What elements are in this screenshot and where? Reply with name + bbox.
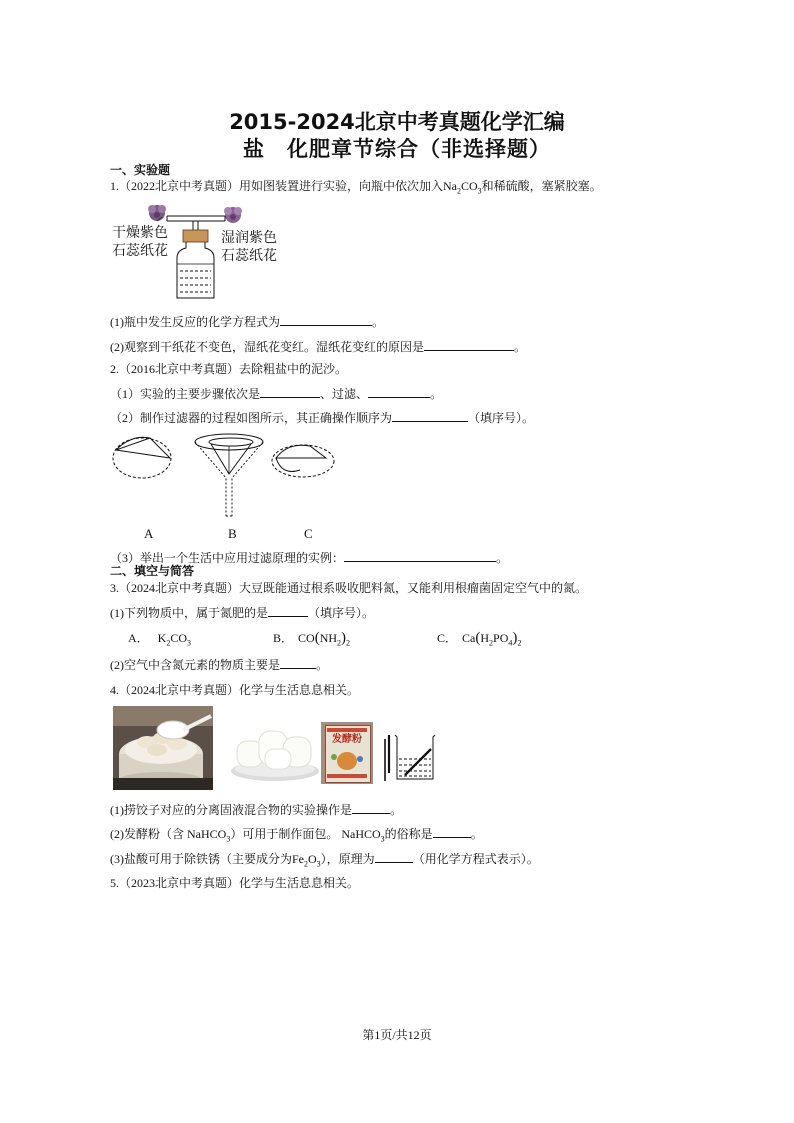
- q3-stem: 3.（2024北京中考真题）大豆既能通过根系吸收肥料氮，又能利用根瘤菌固定空气中的氮。: [110, 581, 588, 595]
- section-heading-fill-in: 二、填空与简答: [110, 564, 195, 578]
- answer-blank[interactable]: [268, 604, 308, 617]
- answer-blank[interactable]: [352, 801, 390, 814]
- q4-sub3: (3)盐酸可用于除铁锈（主要成分为$Fe_2O_3$），原理为 （用化学方程式表示）。: [110, 852, 539, 869]
- q4-sub2: (2)发酵粉（含 NaHCO$_3$）可用于制作面包。 NaHCO$_3$的俗称是 。: [110, 827, 483, 844]
- answer-blank[interactable]: [375, 850, 413, 863]
- filter-paper-figure-c: [270, 440, 336, 482]
- q3-sub1: (1)下列物质中，属于氮肥的是 （填序号）。: [110, 606, 375, 620]
- title-line-1: 2015-2024北京中考真题化学汇编: [229, 110, 565, 134]
- section-heading-experiments: 一、实验题: [110, 163, 171, 177]
- q2-sub2: （2）制作过滤器的过程如图所示，其正确操作顺序为 （填序号）。: [110, 411, 535, 425]
- figure-label-b: B: [228, 526, 237, 541]
- label-dry-flower-line2: 石蕊纸花: [112, 243, 168, 259]
- wet-flower-icon: [224, 207, 242, 223]
- answer-blank[interactable]: [344, 549, 496, 562]
- dumplings-pot-photo: [113, 706, 213, 790]
- q4-sub1: (1)捞饺子对应的分离固液混合物的实验操作是 。: [110, 803, 403, 817]
- q5-stem: 5.（2023北京中考真题）化学与生活息息相关。: [110, 876, 360, 890]
- baking-powder-package-photo: 发酵粉: [321, 722, 373, 784]
- answer-blank[interactable]: [368, 385, 430, 398]
- page-number: 第1页/共12页: [362, 1028, 432, 1042]
- answer-blank[interactable]: [280, 313, 372, 326]
- dry-flower-icon: [148, 205, 166, 221]
- filter-funnel-figure-b: [193, 432, 265, 522]
- label-wet-flower-line1: 湿润紫色: [221, 230, 277, 246]
- q4-stem: 4.（2024北京中考真题）化学与生活息息相关。: [110, 683, 360, 697]
- q1-stem: 1.（2022北京中考真题）用如图装置进行实验，向瓶中依次加入$Na_2CO_3$和稀硫酸，塞紧胶塞。: [110, 179, 602, 196]
- label-dry-flower-line1: 干燥紫色: [112, 225, 168, 241]
- q3-sub2: (2)空气中含氮元素的物质主要是 。: [110, 658, 329, 672]
- answer-blank[interactable]: [280, 656, 316, 669]
- answer-blank[interactable]: [424, 338, 514, 351]
- figure-label-c: C: [304, 526, 313, 541]
- figure-label-a: A: [144, 526, 154, 541]
- q1-sub1: (1)瓶中发生反应的化学方程式为 。: [110, 315, 385, 329]
- label-wet-flower-line2: 石蕊纸花: [221, 248, 277, 264]
- q3-option-b[interactable]: B． $CO(NH_2)_2$: [273, 630, 351, 648]
- q2-stem: 2.（2016北京中考真题）去除粗盐中的泥沙。: [110, 362, 348, 376]
- q2-sub1: （1）实验的主要步骤依次是 、过滤、 。: [110, 387, 443, 401]
- title-line-2: 盐 化肥章节综合（非选择题）: [243, 137, 551, 161]
- q3-option-a[interactable]: A． $K_2CO_3$: [128, 631, 192, 648]
- filter-paper-figure-a: [110, 430, 180, 485]
- answer-blank[interactable]: [392, 409, 468, 422]
- q2-sub3: （3）举出一个生活中应用过滤原理的实例： 。: [110, 551, 509, 565]
- answer-blank[interactable]: [433, 825, 471, 838]
- q1-sub2: (2)观察到干纸花不变色，湿纸花变红。湿纸花变红的原因是 。: [110, 340, 527, 354]
- steamed-buns-photo: [229, 721, 321, 783]
- q3-option-c[interactable]: C． $Ca(H_2PO_4)_2$: [437, 630, 522, 648]
- answer-blank[interactable]: [260, 385, 320, 398]
- beaker-with-nail-figure: [381, 733, 437, 783]
